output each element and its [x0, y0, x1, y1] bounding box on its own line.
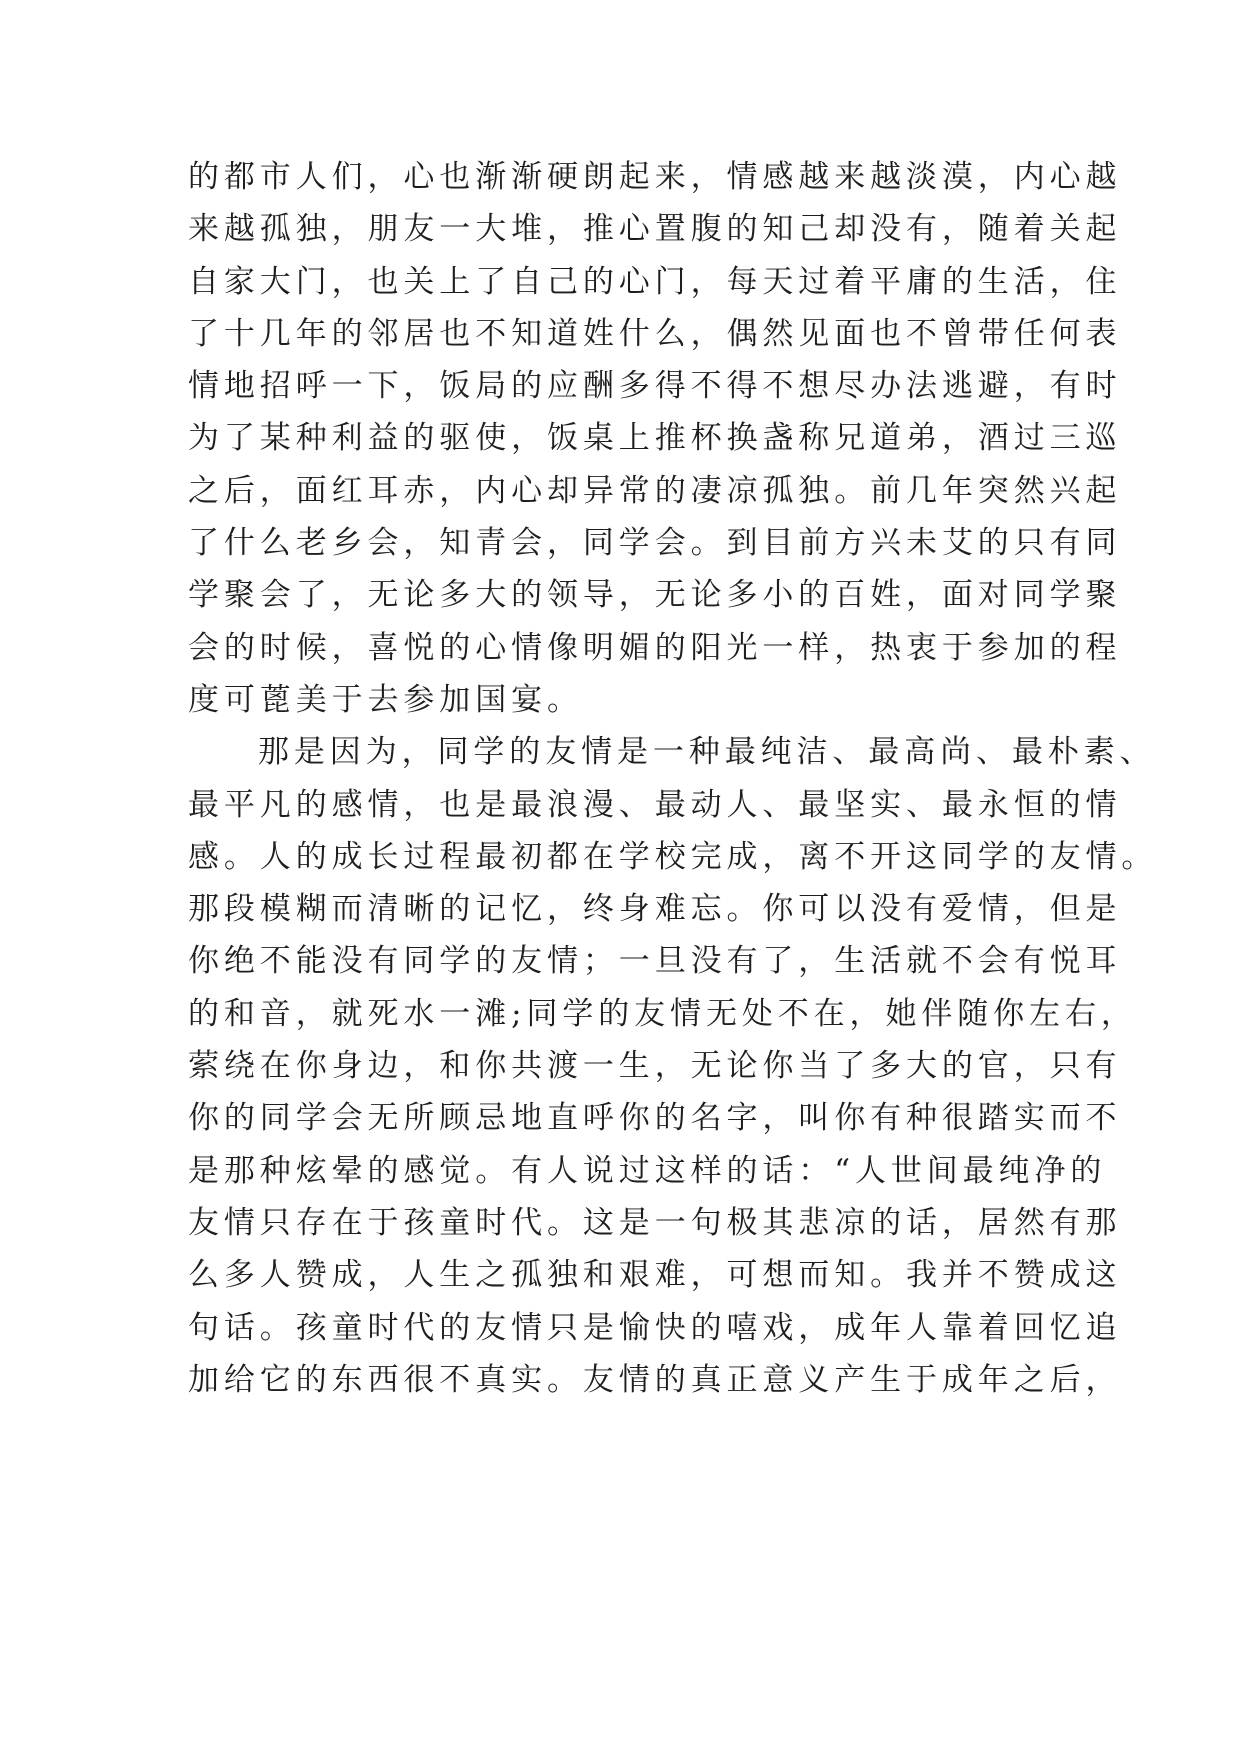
text-line: 感。人的成长过程最初都在学校完成，离不开这同学的友情。 — [188, 838, 1158, 875]
text-line: 来越孤独，朋友一大堆，推心置腹的知己却没有，随着关起 — [188, 211, 1122, 248]
text-line: 了十几年的邻居也不知道姓什么，偶然见面也不曾带任何表 — [188, 315, 1122, 352]
text-line: 了什么老乡会，知青会，同学会。到目前方兴未艾的只有同 — [188, 525, 1122, 562]
paragraph-1 — [188, 151, 1122, 726]
text-line: 为了某种利益的驱使，饭桌上推杯换盏称兄道弟，酒过三巡 — [188, 420, 1122, 457]
text-line: 情地招呼一下，饭局的应酬多得不得不想尽办法逃避，有时 — [188, 368, 1122, 405]
text-line: 你的同学会无所顾忌地直呼你的名字，叫你有种很踏实而不 — [188, 1100, 1122, 1137]
text-line: 会的时候，喜悦的心情像明媚的阳光一样，热衷于参加的程 — [188, 629, 1122, 666]
text-line: 的和音，就死水一滩;同学的友情无处不在，她伴随你左右， — [188, 995, 1137, 1032]
text-line: 友情只存在于孩童时代。这是一句极其悲凉的话，居然有那 — [188, 1204, 1122, 1241]
document-body — [188, 151, 1158, 1406]
text-line: 加给它的东西很不真实。友情的真正意义产生于成年之后， — [188, 1361, 1122, 1398]
paragraph-2 — [188, 726, 1158, 1406]
text-line: 萦绕在你身边，和你共渡一生，无论你当了多大的官，只有 — [188, 1048, 1122, 1085]
text-line: 那段模糊而清晰的记忆，终身难忘。你可以没有爱情，但是 — [188, 891, 1122, 928]
text-line: 的都市人们，心也渐渐硬朗起来，情感越来越淡漠，内心越 — [188, 159, 1122, 195]
text-line: 是那种炫晕的感觉。有人说过这样的话：“人世间最纯净的 — [188, 1152, 1107, 1189]
text-line: 最平凡的感情，也是最浪漫、最动人、最坚实、最永恒的情 — [188, 786, 1122, 823]
text-line: 之后，面红耳赤，内心却异常的凄凉孤独。前几年突然兴起 — [188, 472, 1122, 509]
text-line: 你绝不能没有同学的友情；一旦没有了，生活就不会有悦耳 — [188, 943, 1122, 980]
text-line: 学聚会了，无论多大的领导，无论多小的百姓，面对同学聚 — [188, 577, 1122, 614]
text-line: 自家大门，也关上了自己的心门，每天过着平庸的生活，住 — [188, 263, 1122, 300]
text-line-indented: 那是因为，同学的友情是一种最纯洁、最高尚、最朴素、 — [258, 734, 1156, 771]
text-line: 句话。孩童时代的友情只是愉快的嘻戏，成年人靠着回忆追 — [188, 1309, 1122, 1346]
text-line: 么多人赞成，人生之孤独和艰难，可想而知。我并不赞成这 — [188, 1257, 1122, 1294]
text-line: 度可蓖美于去参加国宴。 — [188, 681, 583, 718]
